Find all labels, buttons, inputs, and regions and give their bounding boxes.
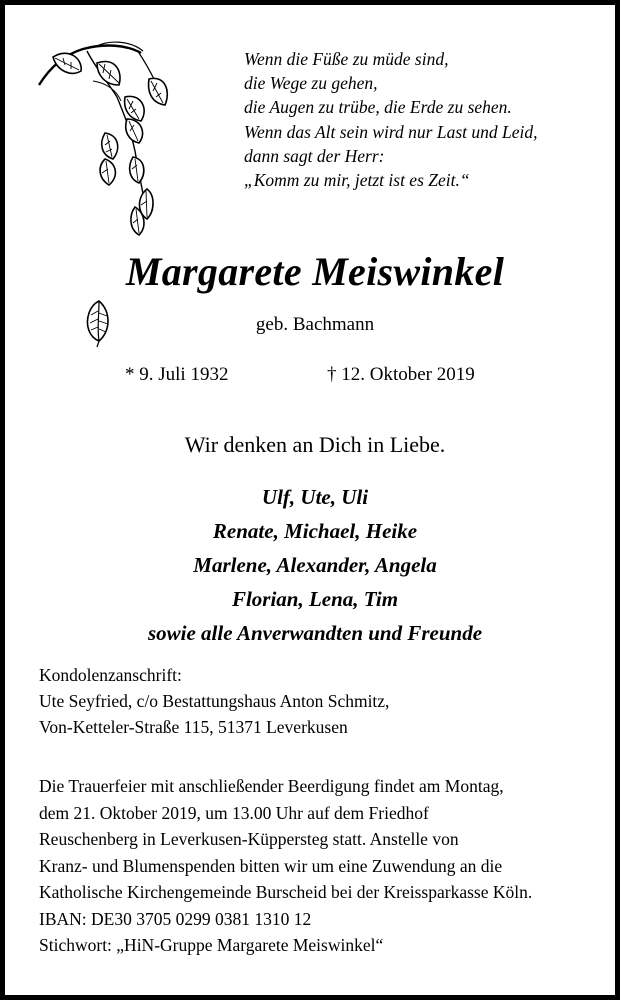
birth-date: * 9. Juli 1932 bbox=[125, 364, 229, 385]
address-line: Ute Seyfried, c/o Bestattungshaus Anton Schmitz, bbox=[39, 691, 390, 711]
poem-line: dann sagt der Herr: bbox=[244, 145, 385, 166]
service-line: Reuschenberg in Leverkusen-Küppersteg statt. Anstelle von bbox=[39, 829, 459, 849]
poem-line: die Wege zu gehen, bbox=[244, 73, 378, 94]
mourner-line: Florian, Lena, Tim bbox=[231, 587, 399, 611]
condolence-address bbox=[39, 662, 389, 740]
death-date: † 12. Oktober 2019 bbox=[327, 364, 475, 385]
deceased-name: Margarete Meiswinkel bbox=[125, 249, 505, 294]
condolence-heading: Kondolenzanschrift: bbox=[39, 665, 182, 685]
poem-line: Wenn die Füße zu müde sind, bbox=[244, 49, 449, 69]
poem-line: Wenn das Alt sein wird nur Last und Leid, bbox=[244, 121, 538, 142]
reference-line: Stichwort: „HiN-Gruppe Margarete Meiswinkel“ bbox=[39, 935, 384, 955]
remembrance-line: Wir denken an Dich in Liebe. bbox=[184, 432, 446, 457]
mourner-line: Marlene, Alexander, Angela bbox=[193, 553, 437, 577]
service-line: Kranz- und Blumenspenden bitten wir um eine Zuwendung an die bbox=[39, 855, 503, 876]
birth-name: geb. Bachmann bbox=[255, 314, 375, 335]
mourner-line: sowie alle Anverwandten und Freunde bbox=[147, 621, 483, 645]
service-line: dem 21. Oktober 2019, um 13.00 Uhr auf dem Friedhof bbox=[39, 802, 429, 823]
mourner-line: Ulf, Ute, Uli bbox=[261, 485, 369, 509]
poem-line: „Komm zu mir, jetzt ist es Zeit.“ bbox=[244, 170, 470, 191]
mourner-line: Renate, Michael, Heike bbox=[212, 519, 418, 543]
address-line: Von-Ketteler-Straße 115, 51371 Leverkusen bbox=[39, 717, 348, 737]
funeral-service-info bbox=[39, 773, 532, 959]
iban-line: IBAN: DE30 3705 0299 0381 1310 12 bbox=[39, 908, 312, 929]
poem bbox=[244, 47, 537, 192]
birch-branch-illustration bbox=[35, 41, 185, 251]
service-line: Katholische Kirchengemeinde Burscheid bei der Kreissparkasse Köln. bbox=[39, 882, 533, 902]
poem-line: die Augen zu trübe, die Erde zu sehen. bbox=[244, 97, 512, 118]
service-line: Die Trauerfeier mit anschließender Beerdigung findet am Montag, bbox=[39, 776, 504, 796]
mourners-list bbox=[5, 480, 620, 650]
